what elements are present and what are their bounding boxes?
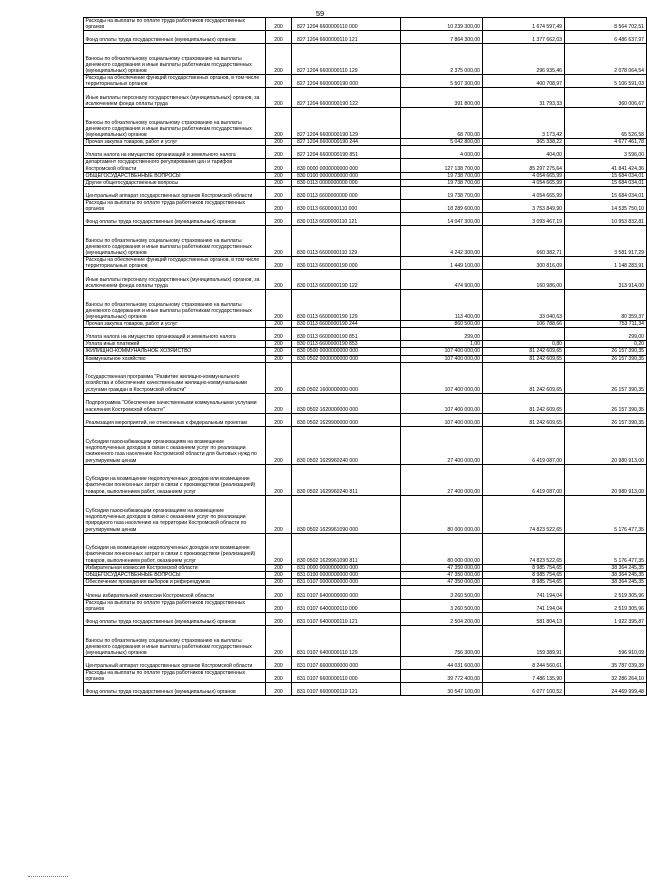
- row-line-code-cell: 200: [266, 348, 292, 355]
- row-classification-cell: 827 1204 6600000190 244: [292, 139, 401, 146]
- row-unexecuted-cell: 5 176 477,35: [564, 533, 646, 564]
- row-unexecuted-cell: 8 564 702,51: [564, 18, 646, 31]
- row-name-cell: Расходы на выплаты по оплате труда работников государственных органов: [84, 599, 266, 612]
- table-row: [84, 683, 647, 696]
- row-line-code-cell: 200: [266, 393, 292, 413]
- row-approved-cell: 756 300,00: [400, 626, 482, 657]
- table-row: [84, 31, 647, 44]
- table-row: [84, 226, 647, 257]
- row-classification-cell: 827 1204 6600000190 000: [292, 75, 401, 88]
- row-unexecuted-cell: 24 469 999,48: [564, 683, 646, 696]
- row-unexecuted-cell: 2 519 305,96: [564, 585, 646, 599]
- row-name-cell: Фонд оплаты труда государственных (муниципальных) органов: [84, 613, 266, 626]
- row-name-cell: Центральный аппарат государственных органов Костромской области: [84, 657, 266, 670]
- row-line-code-cell: 200: [266, 328, 292, 341]
- row-line-code-cell: 200: [266, 290, 292, 321]
- row-name-cell: департамент государственного регулирования цен и тарифов Костромской области: [84, 159, 266, 172]
- row-approved-cell: 107 400 000,00: [400, 348, 482, 355]
- table-row: [84, 348, 647, 355]
- row-classification-cell: 830 0113 6600000110 129: [292, 226, 401, 257]
- row-classification-cell: 830 0113 6600000190 851: [292, 328, 401, 341]
- row-name-cell: Взносы по обязательному социальному страхованию на выплаты денежного содержания и иные выплаты работникам государственных (муниципальных) органов: [84, 290, 266, 321]
- row-approved-cell: 107 400 000,00: [400, 413, 482, 426]
- row-line-code-cell: 200: [266, 362, 292, 393]
- row-name-cell: Прочая закупка товаров, работ и услуг: [84, 139, 266, 146]
- row-classification-cell: 830 0502 1629900000 000: [292, 413, 401, 426]
- row-unexecuted-cell: 80 359,37: [564, 290, 646, 321]
- row-line-code-cell: 200: [266, 613, 292, 626]
- row-classification-cell: 831 0107 6400000110 000: [292, 599, 401, 612]
- row-line-code-cell: 200: [266, 495, 292, 533]
- row-unexecuted-cell: 20 980 913,00: [564, 426, 646, 464]
- table-row: [84, 426, 647, 464]
- table-row: [84, 670, 647, 683]
- table-row: [84, 657, 647, 670]
- row-approved-cell: 113 400,00: [400, 290, 482, 321]
- row-unexecuted-cell: 1 148 283,91: [564, 257, 646, 270]
- table-row: [84, 199, 647, 212]
- row-approved-cell: 5 507 300,00: [400, 75, 482, 88]
- row-name-cell: Государственная программа "Развитие жилищно-коммунального хозяйства и обеспечение качественными жилищно-коммунальными услугами граждан в Костромской области": [84, 362, 266, 393]
- row-executed-cell: 365 338,22: [482, 139, 564, 146]
- row-name-cell: Фонд оплаты труда государственных (муниципальных) органов: [84, 213, 266, 226]
- row-classification-cell: 827 1204 6600000110 121: [292, 31, 401, 44]
- row-executed-cell: 3 093 467,19: [482, 213, 564, 226]
- row-approved-cell: 19 738 700,00: [400, 186, 482, 199]
- row-line-code-cell: 200: [266, 464, 292, 495]
- row-executed-cell: 1 377 662,03: [482, 31, 564, 44]
- table-row: [84, 213, 647, 226]
- row-line-code-cell: 200: [266, 186, 292, 199]
- row-line-code-cell: 200: [266, 179, 292, 186]
- row-unexecuted-cell: 299,00: [564, 328, 646, 341]
- row-line-code-cell: 200: [266, 18, 292, 31]
- row-unexecuted-cell: 596 910,09: [564, 626, 646, 657]
- row-executed-cell: 741 194,04: [482, 599, 564, 612]
- row-classification-cell: 830 0113 6600000190 129: [292, 290, 401, 321]
- row-classification-cell: 830 0502 1629960240 811: [292, 464, 401, 495]
- row-executed-cell: 3 753 849,90: [482, 199, 564, 212]
- table-row: [84, 613, 647, 626]
- row-unexecuted-cell: 313 914,00: [564, 270, 646, 290]
- row-unexecuted-cell: 35 787 039,39: [564, 657, 646, 670]
- row-name-cell: ЖИЛИЩНО-КОММУНАЛЬНОЕ ХОЗЯЙСТВО: [84, 348, 266, 355]
- table-row: [84, 139, 647, 146]
- table-row: [84, 179, 647, 186]
- row-executed-cell: 1 674 597,49: [482, 18, 564, 31]
- row-approved-cell: 18 289 600,00: [400, 199, 482, 212]
- table-row: [84, 257, 647, 270]
- row-classification-cell: 831 0107 6600000000 000: [292, 657, 401, 670]
- row-executed-cell: 660 382,71: [482, 226, 564, 257]
- table-row: [84, 18, 647, 31]
- row-unexecuted-cell: 26 157 390,35: [564, 362, 646, 393]
- row-classification-cell: 830 0113 6600000190 853: [292, 341, 401, 348]
- row-approved-cell: 68 700,00: [400, 108, 482, 139]
- row-approved-cell: 474 900,00: [400, 270, 482, 290]
- row-classification-cell: 830 0502 1629961090 811: [292, 533, 401, 564]
- table-row: [84, 495, 647, 533]
- row-executed-cell: 8 985 754,65: [482, 578, 564, 585]
- row-unexecuted-cell: 2 078 064,54: [564, 44, 646, 75]
- table-row: [84, 533, 647, 564]
- row-line-code-cell: 200: [266, 657, 292, 670]
- scan-artifact-line: [28, 876, 68, 878]
- row-line-code-cell: 200: [266, 578, 292, 585]
- row-classification-cell: 830 0502 0000000000 000: [292, 355, 401, 362]
- row-unexecuted-cell: 65 526,58: [564, 108, 646, 139]
- row-classification-cell: 830 0500 0000000000 000: [292, 348, 401, 355]
- row-approved-cell: 80 000 000,00: [400, 533, 482, 564]
- row-executed-cell: 3 173,42: [482, 108, 564, 139]
- row-executed-cell: 404,00: [482, 146, 564, 159]
- row-name-cell: Иные выплаты персоналу государственных (муниципальных) органов, за исключением фонда оплаты труда: [84, 88, 266, 108]
- table-row: [84, 599, 647, 612]
- row-classification-cell: 830 0502 1600000000 000: [292, 362, 401, 393]
- row-executed-cell: 6 077 100,52: [482, 683, 564, 696]
- row-executed-cell: 33 040,63: [482, 290, 564, 321]
- row-unexecuted-cell: 38 364 245,35: [564, 571, 646, 578]
- row-name-cell: Взносы по обязательному социальному страхованию на выплаты денежного содержания и иные выплаты работникам государственных (муниципальных) органов: [84, 626, 266, 657]
- row-executed-cell: 0,80: [482, 341, 564, 348]
- row-line-code-cell: 200: [266, 683, 292, 696]
- table-row: [84, 564, 647, 571]
- row-executed-cell: 8 985 754,65: [482, 564, 564, 571]
- row-executed-cell: [482, 328, 564, 341]
- row-executed-cell: 81 242 609,65: [482, 413, 564, 426]
- row-unexecuted-cell: 38 364 245,35: [564, 578, 646, 585]
- page-number: 59: [315, 9, 325, 18]
- table-row: [84, 88, 647, 108]
- row-approved-cell: 10 239 300,00: [400, 18, 482, 31]
- row-classification-cell: 830 0100 0000000000 000: [292, 172, 401, 179]
- row-name-cell: Центральный аппарат государственных органов Костромской области: [84, 186, 266, 199]
- row-executed-cell: 31 793,33: [482, 88, 564, 108]
- row-executed-cell: 300 816,09: [482, 257, 564, 270]
- row-approved-cell: 107 400 000,00: [400, 355, 482, 362]
- row-line-code-cell: 200: [266, 31, 292, 44]
- row-line-code-cell: 200: [266, 226, 292, 257]
- row-unexecuted-cell: 14 535 750,10: [564, 199, 646, 212]
- row-unexecuted-cell: 15 684 034,01: [564, 186, 646, 199]
- row-approved-cell: 19 738 700,00: [400, 179, 482, 186]
- row-approved-cell: 47 350 000,00: [400, 571, 482, 578]
- row-executed-cell: 81 242 609,65: [482, 355, 564, 362]
- row-executed-cell: 81 242 609,65: [482, 362, 564, 393]
- row-unexecuted-cell: 26 157 390,35: [564, 355, 646, 362]
- row-executed-cell: 6 419 087,00: [482, 426, 564, 464]
- row-line-code-cell: 200: [266, 413, 292, 426]
- row-executed-cell: 8 985 754,65: [482, 571, 564, 578]
- row-unexecuted-cell: 15 684 034,01: [564, 179, 646, 186]
- row-executed-cell: 4 054 665,99: [482, 172, 564, 179]
- row-name-cell: Фонд оплаты труда государственных (муниципальных) органов: [84, 683, 266, 696]
- row-line-code-cell: 200: [266, 172, 292, 179]
- row-approved-cell: 3 260 500,00: [400, 585, 482, 599]
- row-classification-cell: 827 1204 6600000110 000: [292, 18, 401, 31]
- row-name-cell: Уплата иных платежей: [84, 341, 266, 348]
- row-name-cell: Коммунальное хозяйство: [84, 355, 266, 362]
- row-classification-cell: 830 0113 6600000190 000: [292, 257, 401, 270]
- row-name-cell: Члены избирательной комиссии Костромской области: [84, 585, 266, 599]
- row-classification-cell: 830 0113 6600000190 244: [292, 321, 401, 328]
- row-approved-cell: 127 138 700,00: [400, 159, 482, 172]
- row-executed-cell: 4 054 665,99: [482, 179, 564, 186]
- row-executed-cell: 8 244 560,61: [482, 657, 564, 670]
- row-unexecuted-cell: 5 176 477,35: [564, 495, 646, 533]
- row-line-code-cell: 200: [266, 585, 292, 599]
- row-unexecuted-cell: 6 486 637,97: [564, 31, 646, 44]
- row-classification-cell: 831 0107 0000000000 000: [292, 578, 401, 585]
- budget-execution-table: [83, 17, 647, 696]
- row-approved-cell: 44 031 600,00: [400, 657, 482, 670]
- row-executed-cell: 160 986,00: [482, 270, 564, 290]
- row-line-code-cell: 200: [266, 564, 292, 571]
- row-line-code-cell: 200: [266, 599, 292, 612]
- table-row: [84, 413, 647, 426]
- table-row: [84, 578, 647, 585]
- row-executed-cell: 296 935,46: [482, 44, 564, 75]
- row-approved-cell: 107 400 000,00: [400, 362, 482, 393]
- row-name-cell: Расходы на обеспечение функций государственных органов, в том числе территориальных органов: [84, 257, 266, 270]
- table-row: [84, 108, 647, 139]
- row-approved-cell: 47 350 000,00: [400, 564, 482, 571]
- row-approved-cell: 1,00: [400, 341, 482, 348]
- row-name-cell: Иные выплаты персоналу государственных (муниципальных) органов, за исключением фонда оплаты труда: [84, 270, 266, 290]
- row-approved-cell: 299,00: [400, 328, 482, 341]
- row-executed-cell: 81 242 609,65: [482, 348, 564, 355]
- row-executed-cell: 81 242 609,65: [482, 393, 564, 413]
- row-executed-cell: 74 823 522,65: [482, 533, 564, 564]
- row-classification-cell: 831 0107 6600000110 000: [292, 670, 401, 683]
- row-unexecuted-cell: 360 006,67: [564, 88, 646, 108]
- row-approved-cell: 1 449 100,00: [400, 257, 482, 270]
- row-line-code-cell: 200: [266, 533, 292, 564]
- row-approved-cell: 2 504 200,00: [400, 613, 482, 626]
- row-approved-cell: 47 350 000,00: [400, 578, 482, 585]
- row-classification-cell: 830 0113 6600000000 000: [292, 186, 401, 199]
- row-classification-cell: 830 0502 1629961090 000: [292, 495, 401, 533]
- row-classification-cell: 830 0502 1629960240 000: [292, 426, 401, 464]
- row-classification-cell: 831 0107 6400000110 129: [292, 626, 401, 657]
- row-line-code-cell: 200: [266, 146, 292, 159]
- row-unexecuted-cell: 3 581 917,29: [564, 226, 646, 257]
- row-approved-cell: 5 042 800,00: [400, 139, 482, 146]
- row-name-cell: Субсидии газоснабжающим организациям на возмещение недополученных доходов в связи с оказанием услуг по реализации сжиженного газа населению Костромской области для бытовых нужд по регулируемым ценам: [84, 426, 266, 464]
- table-row: [84, 464, 647, 495]
- row-executed-cell: 159 389,91: [482, 626, 564, 657]
- row-name-cell: Уплата налога на имущество организаций и земельного налога: [84, 146, 266, 159]
- row-name-cell: Избирательная комиссия Костромской области: [84, 564, 266, 571]
- row-executed-cell: 4 054 665,99: [482, 186, 564, 199]
- row-approved-cell: 39 772 400,00: [400, 670, 482, 683]
- row-unexecuted-cell: 3 596,00: [564, 146, 646, 159]
- row-unexecuted-cell: 26 157 390,35: [564, 393, 646, 413]
- row-name-cell: Субсидии газоснабжающим организациям на возмещение недополученных доходов в связи с оказанием услуг по реализации природного газа населению на территории Костромской области по регулируемым ценам: [84, 495, 266, 533]
- row-approved-cell: 4 000,00: [400, 146, 482, 159]
- row-name-cell: Расходы на обеспечение функций государственных органов, в том числе территориальных органов: [84, 75, 266, 88]
- row-name-cell: Субсидии на возмещение недополученных доходов или возмещение фактически понесенных затрат в связи с производством (реализацией) товаров, выполнением работ, оказанием услуг: [84, 464, 266, 495]
- row-unexecuted-cell: 41 841 424,36: [564, 159, 646, 172]
- row-name-cell: Расходы на выплаты по оплате труда работников государственных органов: [84, 670, 266, 683]
- row-executed-cell: 7 486 135,90: [482, 670, 564, 683]
- row-line-code-cell: 200: [266, 257, 292, 270]
- row-line-code-cell: 200: [266, 270, 292, 290]
- row-unexecuted-cell: 26 157 390,35: [564, 348, 646, 355]
- row-classification-cell: 831 0100 0000000000 000: [292, 571, 401, 578]
- row-unexecuted-cell: 4 677 461,78: [564, 139, 646, 146]
- row-unexecuted-cell: 26 157 390,35: [564, 413, 646, 426]
- row-unexecuted-cell: 10 953 832,81: [564, 213, 646, 226]
- row-classification-cell: 827 1204 6600000190 129: [292, 108, 401, 139]
- row-name-cell: Прочая закупка товаров, работ и услуг: [84, 321, 266, 328]
- row-approved-cell: 7 864 300,00: [400, 31, 482, 44]
- row-name-cell: Подпрограмма "Обеспечение качественными коммунальными услугами населения Костромской области": [84, 393, 266, 413]
- row-name-cell: Обеспечение проведения выборов и референдумов: [84, 578, 266, 585]
- row-unexecuted-cell: 0,20: [564, 341, 646, 348]
- row-approved-cell: 80 000 000,00: [400, 495, 482, 533]
- row-classification-cell: 827 1204 6600000190 122: [292, 88, 401, 108]
- row-line-code-cell: 200: [266, 355, 292, 362]
- row-unexecuted-cell: 5 106 591,03: [564, 75, 646, 88]
- row-line-code-cell: 200: [266, 75, 292, 88]
- row-classification-cell: 830 0000 0000000000 000: [292, 159, 401, 172]
- row-classification-cell: 830 0113 0000000000 000: [292, 179, 401, 186]
- table-row: [84, 328, 647, 341]
- row-name-cell: Взносы по обязательному социальному страхованию на выплаты денежного содержания и иные выплаты работникам государственных (муниципальных) органов: [84, 108, 266, 139]
- row-executed-cell: 741 194,04: [482, 585, 564, 599]
- row-classification-cell: 831 0107 6600000110 121: [292, 683, 401, 696]
- row-line-code-cell: 200: [266, 426, 292, 464]
- row-line-code-cell: 200: [266, 199, 292, 212]
- row-name-cell: Расходы на выплаты по оплате труда работников государственных органов: [84, 18, 266, 31]
- row-approved-cell: 2 375 000,00: [400, 44, 482, 75]
- row-unexecuted-cell: 15 684 034,01: [564, 172, 646, 179]
- row-classification-cell: 831 0107 6400000110 121: [292, 613, 401, 626]
- row-name-cell: Субсидии на возмещение недополученных доходов или возмещение фактически понесенных затрат в связи с производством (реализацией) товаров, выполнением работ, оказанием услуг: [84, 533, 266, 564]
- row-approved-cell: 27 400 000,00: [400, 464, 482, 495]
- row-line-code-cell: 200: [266, 88, 292, 108]
- row-executed-cell: 400 708,97: [482, 75, 564, 88]
- row-line-code-cell: 200: [266, 159, 292, 172]
- row-unexecuted-cell: 753 711,34: [564, 321, 646, 328]
- table-row: [84, 159, 647, 172]
- table-row: [84, 270, 647, 290]
- table-row: [84, 393, 647, 413]
- row-unexecuted-cell: 2 519 305,96: [564, 599, 646, 612]
- row-classification-cell: 830 0113 6600000110 000: [292, 199, 401, 212]
- row-classification-cell: 830 0113 6600000110 121: [292, 213, 401, 226]
- table-row: [84, 341, 647, 348]
- row-line-code-cell: 200: [266, 321, 292, 328]
- row-unexecuted-cell: 20 980 913,00: [564, 464, 646, 495]
- row-executed-cell: 106 788,66: [482, 321, 564, 328]
- row-name-cell: Взносы по обязательному социальному страхованию на выплаты денежного содержания и иные выплаты работникам государственных (муниципальных) органов: [84, 44, 266, 75]
- row-executed-cell: 85 297 275,64: [482, 159, 564, 172]
- row-approved-cell: 107 400 000,00: [400, 393, 482, 413]
- row-line-code-cell: 200: [266, 670, 292, 683]
- row-classification-cell: 830 0113 6600000190 122: [292, 270, 401, 290]
- row-line-code-cell: 200: [266, 108, 292, 139]
- table-row: [84, 172, 647, 179]
- row-unexecuted-cell: 38 364 245,35: [564, 564, 646, 571]
- row-classification-cell: 827 1204 6600000110 129: [292, 44, 401, 75]
- row-approved-cell: 27 400 000,00: [400, 426, 482, 464]
- row-line-code-cell: 200: [266, 139, 292, 146]
- row-name-cell: ОБЩЕГОСУДАРСТВЕННЫЕ ВОПРОСЫ: [84, 571, 266, 578]
- row-approved-cell: 14 047 300,00: [400, 213, 482, 226]
- table-row: [84, 585, 647, 599]
- table-row: [84, 290, 647, 321]
- row-line-code-cell: 200: [266, 626, 292, 657]
- table-row: [84, 146, 647, 159]
- row-line-code-cell: 200: [266, 213, 292, 226]
- row-executed-cell: 74 823 522,65: [482, 495, 564, 533]
- row-line-code-cell: 200: [266, 341, 292, 348]
- row-name-cell: Другие общегосударственные вопросы: [84, 179, 266, 186]
- row-approved-cell: 3 260 500,00: [400, 599, 482, 612]
- row-unexecuted-cell: 1 922 395,87: [564, 613, 646, 626]
- row-name-cell: ОБЩЕГОСУДАРСТВЕННЫЕ ВОПРОСЫ: [84, 172, 266, 179]
- row-name-cell: Фонд оплаты труда государственных (муниципальных) органов: [84, 31, 266, 44]
- row-line-code-cell: 200: [266, 44, 292, 75]
- row-classification-cell: 830 0502 1620000000 000: [292, 393, 401, 413]
- table-row: [84, 362, 647, 393]
- row-approved-cell: 30 547 100,00: [400, 683, 482, 696]
- row-name-cell: Взносы по обязательному социальному страхованию на выплаты денежного содержания и иные выплаты работникам государственных (муниципальных) органов: [84, 226, 266, 257]
- table-row: [84, 626, 647, 657]
- table-row: [84, 321, 647, 328]
- row-approved-cell: 4 242 300,00: [400, 226, 482, 257]
- row-approved-cell: 391 800,00: [400, 88, 482, 108]
- row-name-cell: Расходы на выплаты по оплате труда работников государственных органов: [84, 199, 266, 212]
- row-line-code-cell: 200: [266, 571, 292, 578]
- row-unexecuted-cell: 32 286 264,10: [564, 670, 646, 683]
- table-row: [84, 44, 647, 75]
- row-classification-cell: 831 0000 0000000000 000: [292, 564, 401, 571]
- table-row: [84, 75, 647, 88]
- table-row: [84, 571, 647, 578]
- row-name-cell: Реализация мероприятий, не отнесенных к федеральным проектам: [84, 413, 266, 426]
- row-executed-cell: 6 419 087,00: [482, 464, 564, 495]
- row-classification-cell: 831 0107 6400000000 000: [292, 585, 401, 599]
- row-name-cell: Уплата налога на имущество организаций и земельного налога: [84, 328, 266, 341]
- row-executed-cell: 581 804,13: [482, 613, 564, 626]
- table-row: [84, 186, 647, 199]
- row-approved-cell: 860 500,00: [400, 321, 482, 328]
- row-approved-cell: 19 738 700,00: [400, 172, 482, 179]
- row-classification-cell: 827 1204 6600000190 851: [292, 146, 401, 159]
- table-row: [84, 355, 647, 362]
